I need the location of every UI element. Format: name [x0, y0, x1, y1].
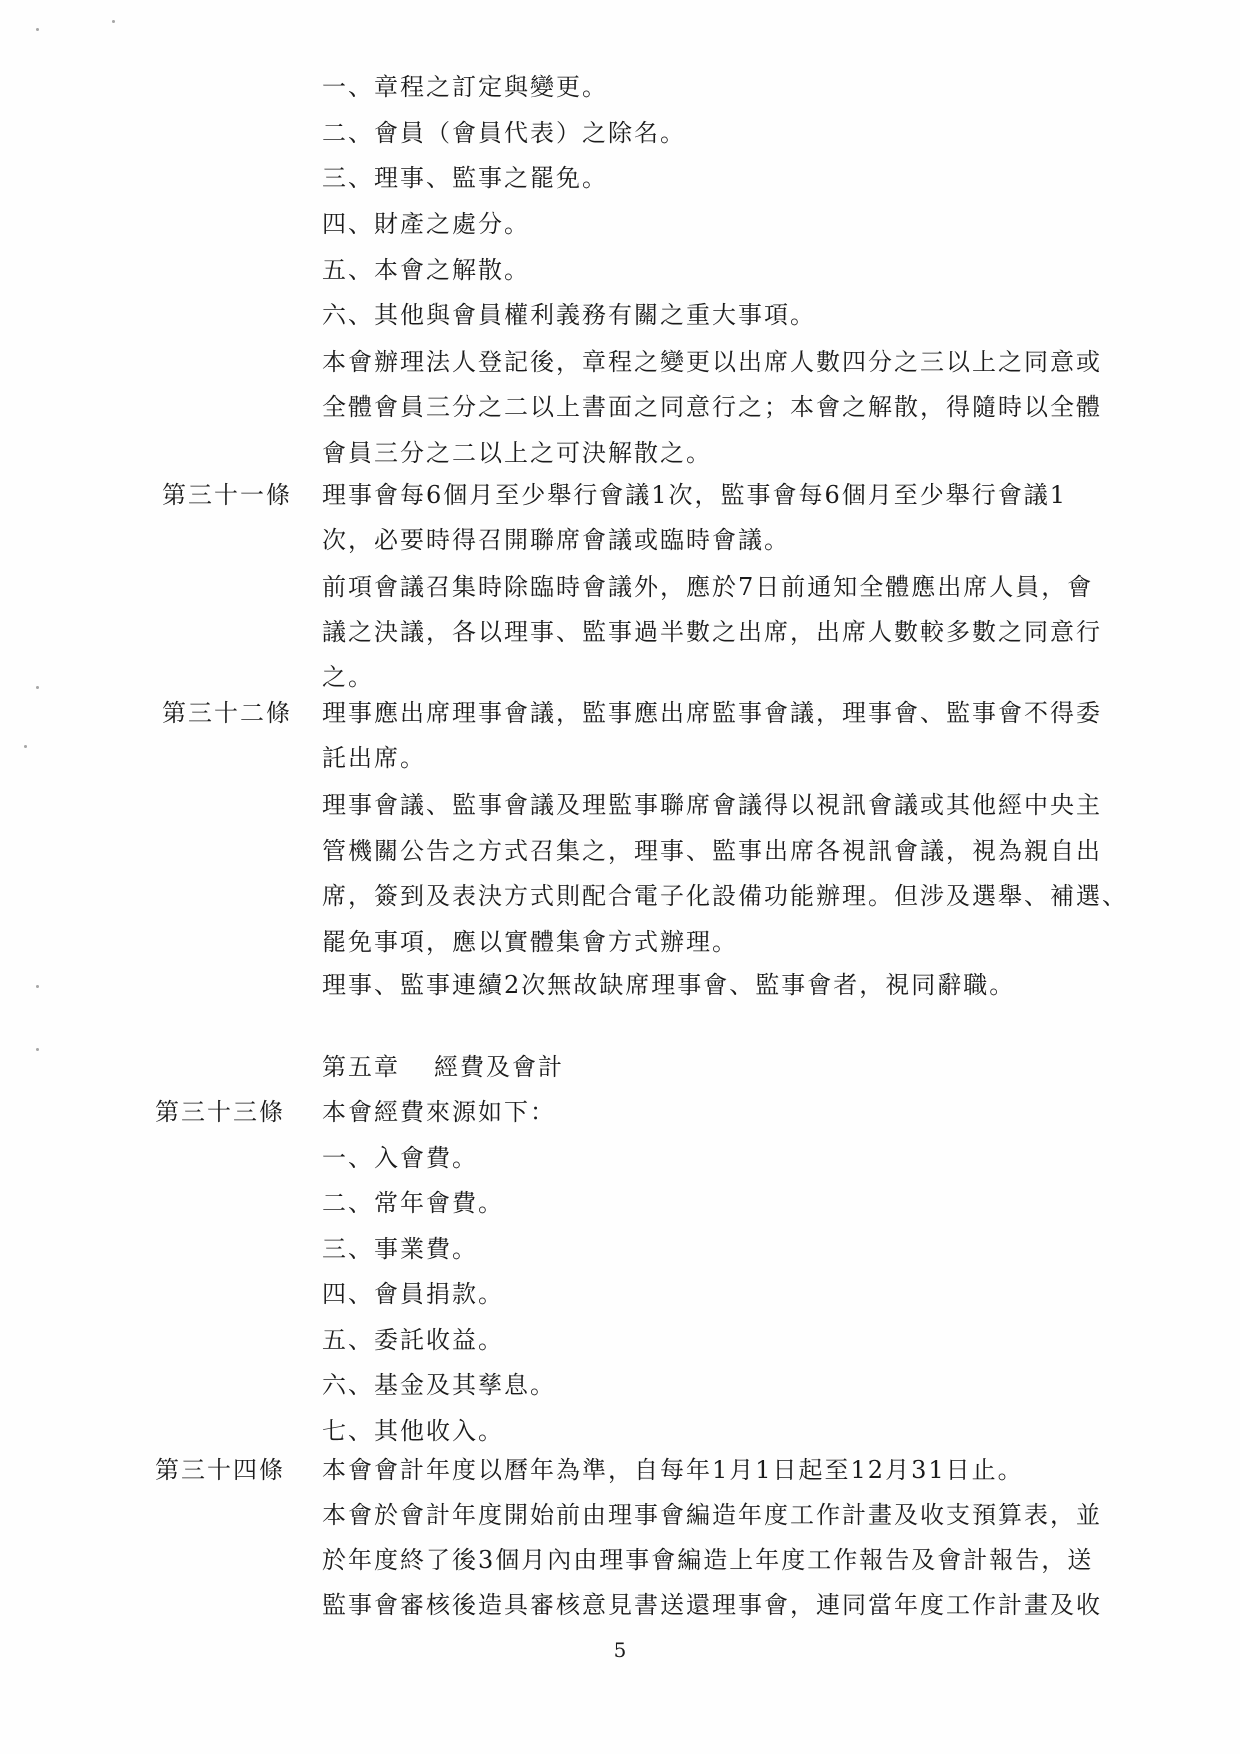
scan-speck: [36, 985, 39, 988]
paragraph-line: 次，必要時得召開聯席會議或臨時會議。: [322, 526, 790, 554]
paragraph-line: 本會會計年度以曆年為準，自每年1月1日起至12月31日止。: [322, 1456, 1024, 1484]
paragraph-line: 理事會議、監事會議及理監事聯席會議得以視訊會議或其他經中央主: [322, 791, 1102, 819]
scan-speck: [36, 28, 39, 31]
scan-speck: [112, 20, 115, 23]
paragraph-line: 託出席。: [322, 744, 426, 772]
paragraph-line: 全體會員三分之二以上書面之同意行之；本會之解散，得隨時以全體: [322, 393, 1102, 421]
list-item: 一、章程之訂定與變更。: [322, 73, 608, 101]
list-item: 一、入會費。: [322, 1144, 478, 1172]
scan-speck: [36, 1048, 39, 1051]
article-label: 第三十四條: [155, 1456, 285, 1484]
list-item: 六、其他與會員權利義務有關之重大事項。: [322, 301, 816, 329]
paragraph-line: 於年度終了後3個月內由理事會編造上年度工作報告及會計報告，送: [322, 1546, 1094, 1574]
chapter-heading: [322, 1052, 564, 1082]
paragraph-line: 本會於會計年度開始前由理事會編造年度工作計畫及收支預算表，並: [322, 1501, 1102, 1529]
list-item: 二、常年會費。: [322, 1189, 504, 1217]
paragraph-line: 監事會審核後造具審核意見書送還理事會，連同當年度工作計畫及收: [322, 1591, 1102, 1619]
list-item: 二、會員（會員代表）之除名。: [322, 119, 686, 147]
paragraph-line: 席，簽到及表決方式則配合電子化設備功能辦理。但涉及選舉、補選、: [322, 882, 1128, 910]
paragraph-line: 理事、監事連續2次無故缺席理事會、監事會者，視同辭職。: [322, 971, 1016, 999]
paragraph-line: 前項會議召集時除臨時會議外，應於7日前通知全體應出席人員，會: [322, 573, 1094, 601]
paragraph-line: 本會經費來源如下：: [322, 1098, 556, 1126]
list-item: 三、理事、監事之罷免。: [322, 164, 608, 192]
page-number: 5: [613, 1638, 627, 1662]
list-item: 四、會員捐款。: [322, 1280, 504, 1308]
list-item: 七、其他收入。: [322, 1417, 504, 1445]
paragraph-line: 本會辦理法人登記後，章程之變更以出席人數四分之三以上之同意或: [322, 348, 1102, 376]
paragraph-line: 罷免事項，應以實體集會方式辦理。: [322, 928, 738, 956]
article-label: 第三十三條: [155, 1098, 285, 1126]
article-label: 第三十二條: [162, 699, 292, 727]
chapter-title: 經費及會計: [434, 1053, 564, 1081]
scan-speck: [24, 745, 27, 748]
chapter-number: 第五章: [322, 1053, 400, 1081]
list-item: 三、事業費。: [322, 1235, 478, 1263]
scan-speck: [36, 686, 39, 689]
paragraph-line: 理事應出席理事會議，監事應出席監事會議，理事會、監事會不得委: [322, 699, 1102, 727]
paragraph-line: 之。: [322, 663, 374, 691]
paragraph-line: 會員三分之二以上之可決解散之。: [322, 439, 712, 467]
article-label: 第三十一條: [162, 481, 292, 509]
list-item: 六、基金及其孳息。: [322, 1371, 556, 1399]
paragraph-line: 議之決議，各以理事、監事過半數之出席，出席人數較多數之同意行: [322, 618, 1102, 646]
paragraph-line: 管機關公告之方式召集之，理事、監事出席各視訊會議，視為親自出: [322, 837, 1102, 865]
list-item: 五、本會之解散。: [322, 256, 530, 284]
list-item: 五、委託收益。: [322, 1326, 504, 1354]
list-item: 四、財產之處分。: [322, 210, 530, 238]
paragraph-line: 理事會每6個月至少舉行會議1次，監事會每6個月至少舉行會議1: [322, 481, 1068, 509]
